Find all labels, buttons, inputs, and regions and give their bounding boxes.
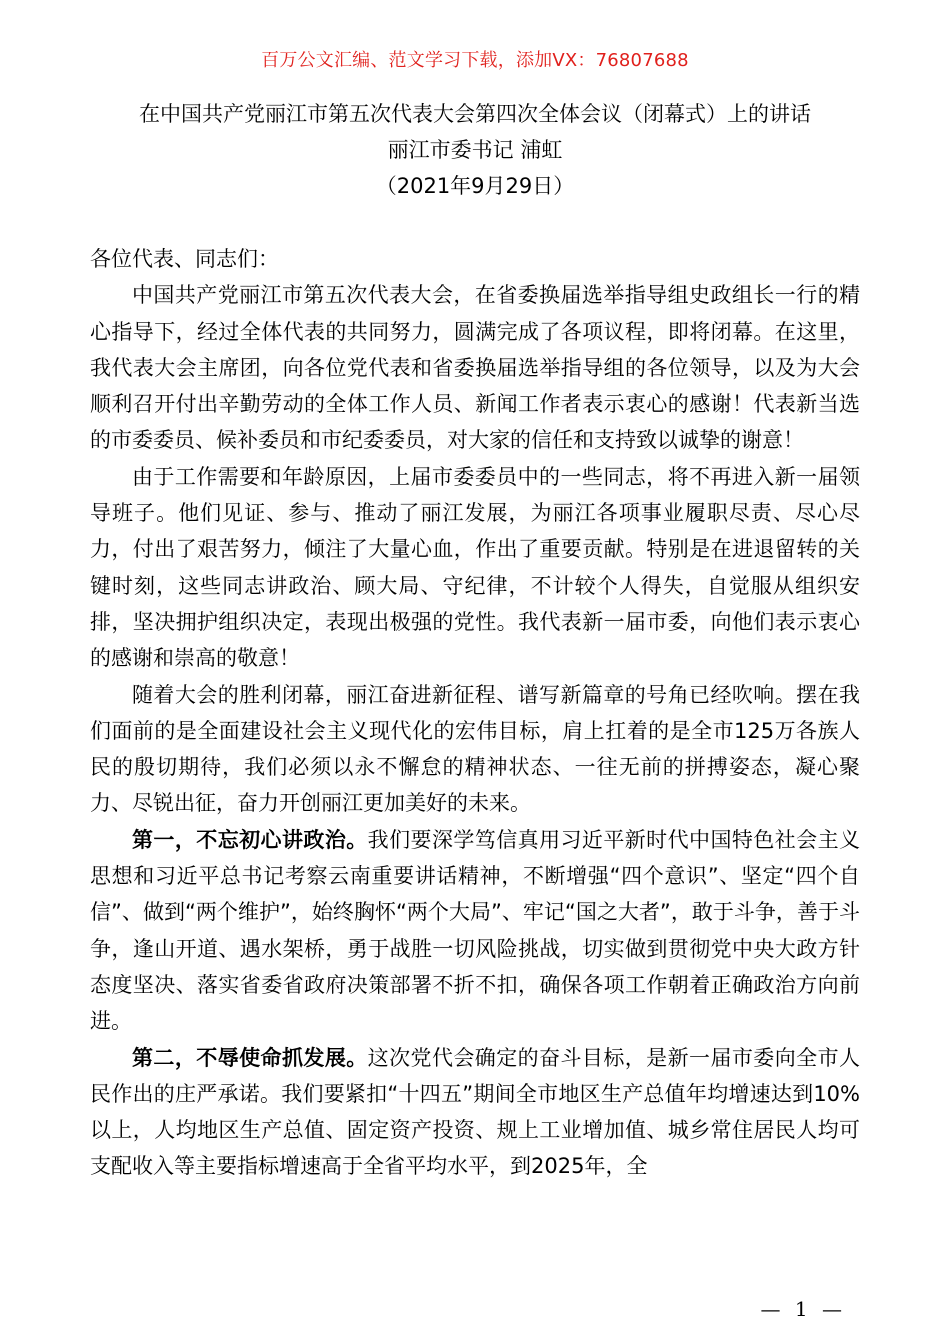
paragraph-point-1 <box>90 822 860 1040</box>
paragraph-point-2 <box>90 1040 860 1185</box>
point-2-heading: 第二，不辱使命抓发展。 <box>132 1045 368 1070</box>
speech-title: 在中国共产党丽江市第五次代表大会第四次全体会议（闭幕式）上的讲话 <box>139 102 811 126</box>
speech-date: （2021年9月29日） <box>375 174 575 198</box>
promo-banner: 百万公文汇编、范文学习下载，添加VX：76807688 <box>261 50 689 71</box>
point-1-heading: 第一，不忘初心讲政治。 <box>132 827 368 852</box>
paragraph-1: 中国共产党丽江市第五次代表大会，在省委换届选举指导组史政组长一行的精心指导下，经过全体代表的共同努力，圆满完成了各项议程，即将闭幕。在这里，我代表大会主席团，向各位党代表和省委换届选举指导组的各位领导，以及为大会顺利召开付出辛勤劳动的全体工作人员、新闻工作者表示衷心的感谢！代表新当选的市委委员、候补委员和市纪委委员，对大家的信任和支持致以诚挚的谢意！ <box>90 283 860 453</box>
page-number: — 1 — <box>760 1297 846 1321</box>
speech-author: 丽江市委书记 浦虹 <box>387 138 563 162</box>
speech-body <box>90 241 860 1185</box>
salutation: 各位代表、同志们： <box>90 247 279 271</box>
paragraph-2: 由于工作需要和年龄原因，上届市委委员中的一些同志，将不再进入新一届领导班子。他们见证、参与、推动了丽江发展，为丽江各项事业履职尽责、尽心尽力，付出了艰苦努力，倾注了大量心血，作出了重要贡献。特别是在进退留转的关键时刻，这些同志讲政治、顾大局、守纪律，不计较个人得失，自觉服从组织安排，坚决拥护组织决定，表现出极强的党性。我代表新一届市委，向他们表示衷心的感谢和崇高的敬意！ <box>90 464 860 671</box>
point-1-text: 我们要深学笃信真用习近平新时代中国特色社会主义思想和习近平总书记考察云南重要讲话精神，不断增强“四个意识”、坚定“四个自信”、做到“两个维护”，始终胸怀“两个大局”、牢记“国之大者”，敢于斗争，善于斗争，逢山开道、遇水架桥，勇于战胜一切风险挑战，切实做到贯彻党中央大政方针态度坚决、落实省委省政府决策部署不折不扣，确保各项工作朝着正确政治方向前进。 <box>90 827 861 1034</box>
paragraph-3: 随着大会的胜利闭幕，丽江奋进新征程、谱写新篇章的号角已经吹响。摆在我们面前的是全面建设社会主义现代化的宏伟目标，肩上扛着的是全市125万各族人民的殷切期待，我们必须以永不懈怠的精神状态、一往无前的拼搏姿态，凝心聚力、尽锐出征，奋力开创丽江更加美好的未来。 <box>90 682 860 816</box>
point-2-text: 这次党代会确定的奋斗目标，是新一届市委向全市人民作出的庄严承诺。我们要紧扣“十四五”期间全市地区生产总值年均增速达到10%以上，人均地区生产总值、固定资产投资、规上工业增加值、城乡常住居民人均可支配收入等主要指标增速高于全省平均水平，到2025年，全 <box>90 1045 861 1179</box>
